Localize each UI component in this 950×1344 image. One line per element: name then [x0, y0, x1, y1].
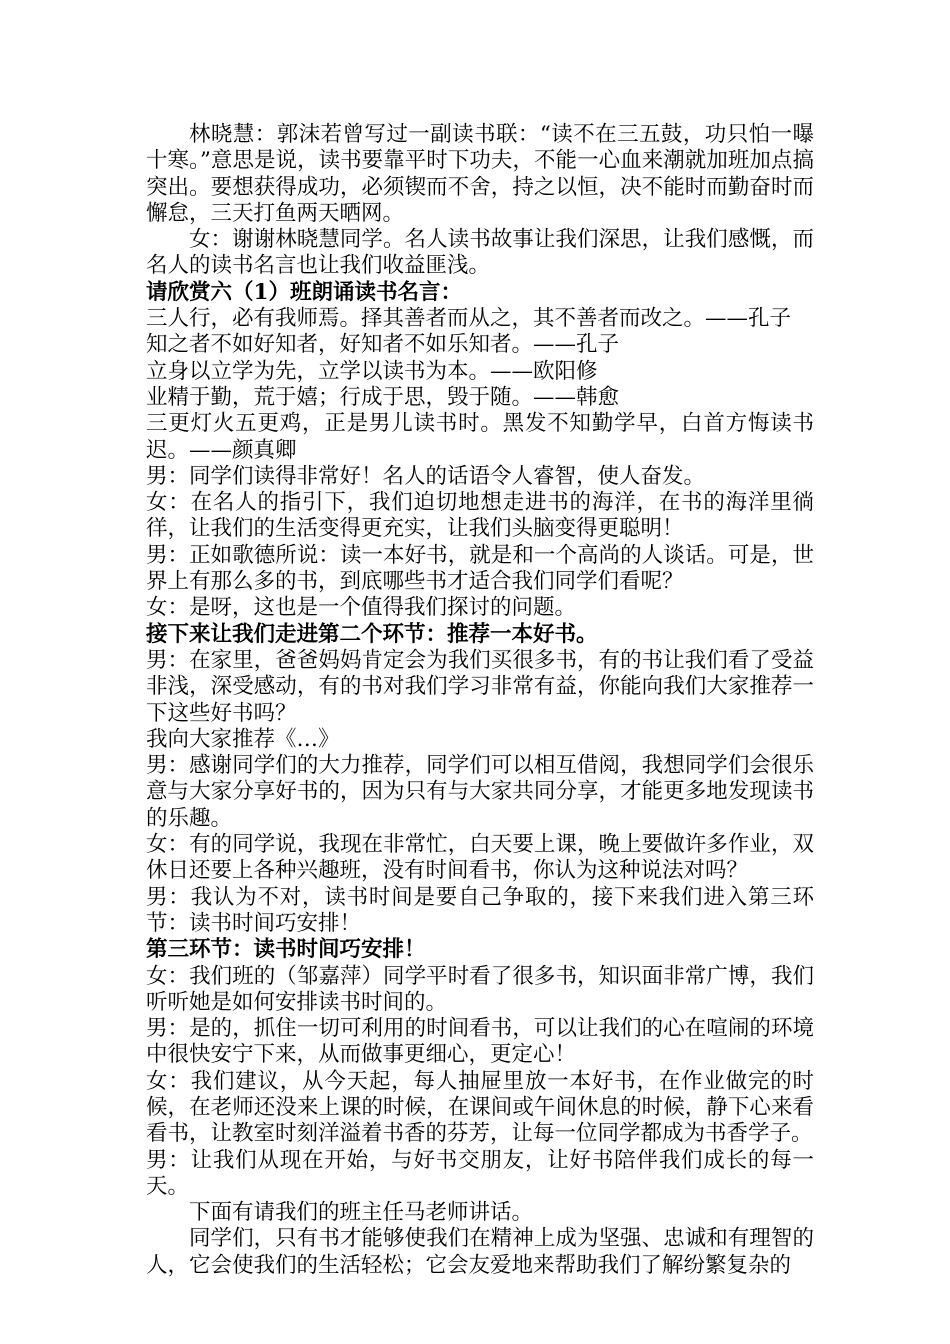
paragraph: 男：我认为不对，读书时间是要自己争取的，接下来我们进入第三环节：读书时间巧安排！	[146, 884, 814, 936]
paragraph: 男：让我们从现在开始，与好书交朋友，让好书陪伴我们成长的每一天。	[146, 1147, 814, 1199]
paragraph: 三人行，必有我师焉。择其善者而从之，其不善者而改之。——孔子	[146, 306, 792, 332]
paragraph: 男：同学们读得非常好！名人的话语令人睿智，使人奋发。	[146, 463, 706, 489]
paragraph: 下面有请我们的班主任马老师讲话。	[189, 1200, 534, 1226]
paragraph: 女：在名人的指引下，我们迫切地想走进书的海洋，在书的海洋里徜徉，让我们的生活变得更充实，让我们头脑变得更聪明！	[146, 490, 814, 542]
paragraph: 男：感谢同学们的大力推荐，同学们可以相互借阅，我想同学们会很乐意与大家分享好书的，因为只有与大家共同分享，才能更多地发现读书的乐趣。	[146, 753, 814, 831]
paragraph: 女：有的同学说，我现在非常忙，白天要上课，晚上要做许多作业，双休日还要上各种兴趣班，没有时间看书，你认为这种说法对吗？	[146, 832, 814, 884]
paragraph: 男：在家里，爸爸妈妈肯定会为我们买很多书，有的书让我们看了受益非浅，深受感动，有的书对我们学习非常有益，你能向我们大家推荐一下这些好书吗？	[146, 647, 814, 726]
paragraph: 林晓慧：郭沫若曾写过一副读书联：“读不在三五鼓，功只怕一曝十寒。”意思是说，读书要靠平时下功夫，不能一心血来潮就加班加点搞突出。要想获得成功，必须锲而不舍，持之以恒，决不能时而勤奋时而懈怠，三天打鱼两天晒网。	[146, 122, 814, 226]
paragraph: 我向大家推荐《…》	[146, 726, 340, 752]
section-heading: 第三环节：读书时间巧安排！	[146, 937, 426, 963]
paragraph: 男：是的，抓住一切可利用的时间看书，可以让我们的心在喧闹的环境中很快安宁下来，从而做事更细心，更定心！	[146, 1016, 814, 1068]
paragraph: 立身以立学为先，立学以读书为本。——欧阳修	[146, 358, 598, 384]
section-heading: 请欣赏六（1）班朗诵读书名言：	[146, 279, 462, 305]
paragraph: 男：正如歌德所说：读一本好书，就是和一个高尚的人谈话。可是，世界上有那么多的书，到底哪些书才适合我们同学们看呢？	[146, 542, 814, 595]
paragraph: 三更灯火五更鸡，正是男儿读书时。黑发不知勤学早，白首方悔读书迟。——颜真卿	[146, 411, 814, 463]
paragraph: 业精于勤，荒于嬉；行成于思，毁于随。——韩愈	[146, 384, 620, 410]
paragraph: 女：我们班的（邹嘉萍）同学平时看了很多书，知识面非常广博，我们听听她是如何安排读书时间的。	[146, 963, 814, 1015]
paragraph: 知之者不如好知者，好知者不如乐知者。——孔子	[146, 332, 620, 358]
paragraph: 女：谢谢林晓慧同学。名人读书故事让我们深思，让我们感慨，而名人的读书名言也让我们收益匪浅。	[146, 227, 814, 279]
section-heading: 接下来让我们走进第二个环节：推荐一本好书。	[146, 621, 598, 647]
paragraph: 女：我们建议，从今天起，每人抽屉里放一本好书，在作业做完的时候，在老师还没来上课的时候，在课间或午间休息的时候，静下心来看看书，让教室时刻洋溢着书香的芬芳，让每一位同学都成为书香学子。	[146, 1068, 814, 1147]
document-page	[146, 122, 814, 1279]
paragraph: 女：是呀，这也是一个值得我们探讨的问题。	[146, 595, 577, 621]
paragraph: 同学们，只有书才能够使我们在精神上成为坚强、忠诚和有理智的人，它会使我们的生活轻松；它会友爱地来帮助我们了解纷繁复杂的	[146, 1226, 814, 1278]
